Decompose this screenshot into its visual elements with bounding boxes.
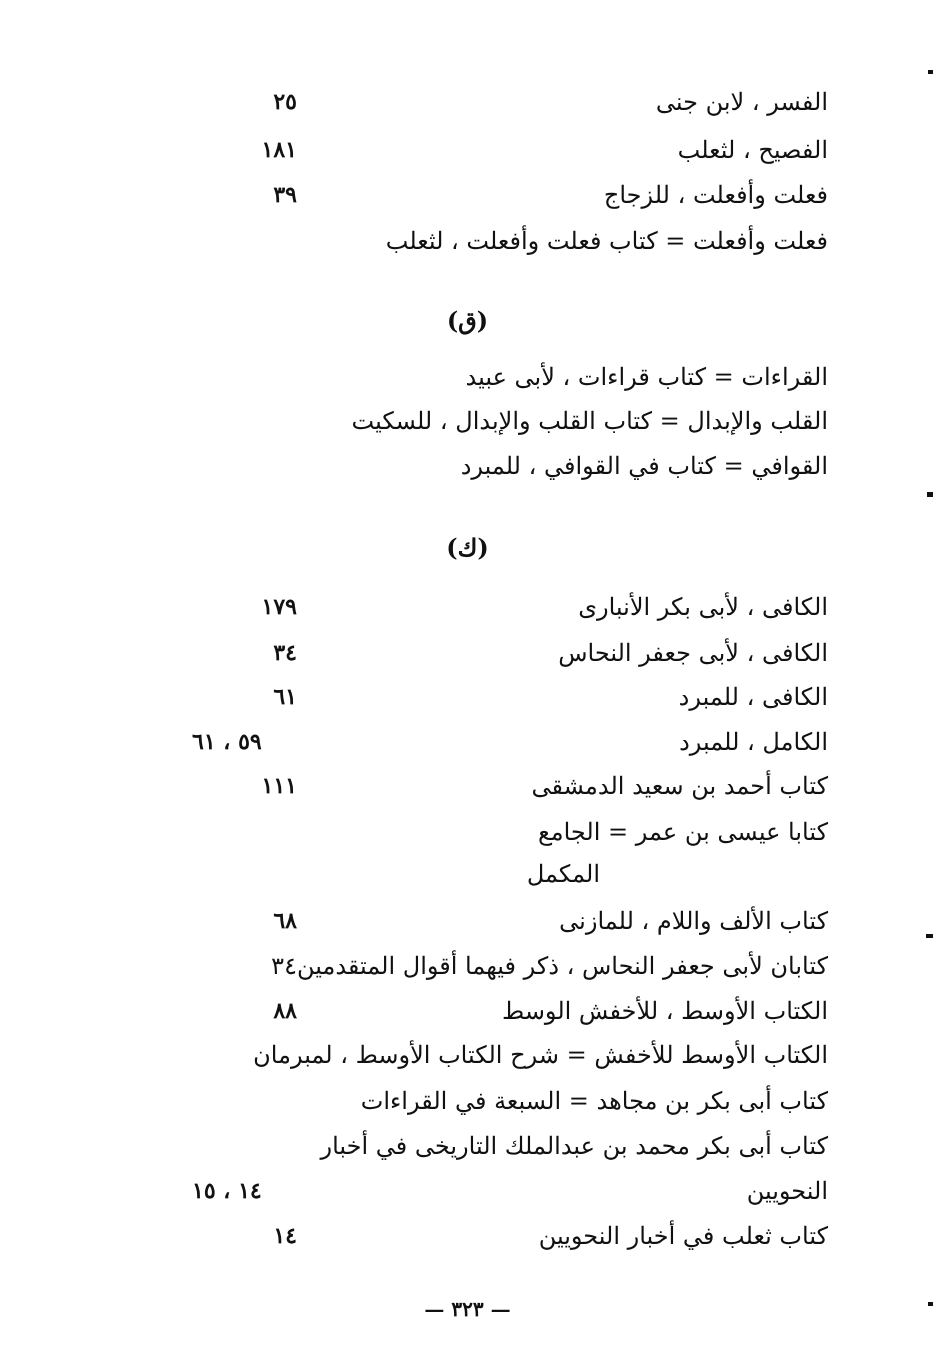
index-entry-continuation: النحويين	[746, 1177, 828, 1205]
index-entry: الكافى ، لأبى جعفر النحاس	[558, 639, 828, 667]
page-ref: ١٤	[273, 1223, 297, 1249]
index-entry: الكافى ، للمبرد	[678, 683, 828, 711]
index-entry: الفصيح ، لثعلب	[677, 136, 828, 164]
page-ref: ٨٨	[273, 998, 297, 1024]
page-ref: ١٤ ، ١٥	[192, 1178, 262, 1204]
index-entry: كتابان لأبى جعفر النحاس ، ذكر فيهما أقوال المتقدمين٣٤	[271, 952, 828, 980]
index-entry: القلب والإبدال = كتاب القلب والإبدال ، للسكيت	[351, 407, 828, 435]
section-heading-qaf: (ق)	[446, 306, 489, 335]
index-entry: القراءات = كتاب قراءات ، لأبى عبيد	[465, 363, 828, 391]
index-entry: كتاب أبى بكر محمد بن عبدالملك التاريخى في أخبار	[320, 1132, 828, 1160]
page-ref: ٣٤	[273, 640, 297, 666]
index-entry: الكتاب الأوسط للأخفش = شرح الكتاب الأوسط ، لمبرمان	[253, 1041, 828, 1069]
page-ref: ٥٩ ، ٦١	[192, 729, 262, 755]
index-entry: القوافي = كتاب في القوافي ، للمبرد	[460, 452, 828, 480]
index-entry: الكتاب الأوسط ، للأخفش الوسط	[502, 997, 828, 1025]
section-heading-kaf: (ك)	[446, 533, 489, 562]
index-entry: كتاب أحمد بن سعيد الدمشقى	[531, 772, 828, 800]
index-entry: فعلت وأفعلت = كتاب فعلت وأفعلت ، لثعلب	[385, 227, 828, 255]
scan-mark	[928, 70, 933, 74]
index-entry-continuation: المكمل	[526, 860, 600, 888]
index-entry: كتاب أبى بكر بن مجاهد = السبعة في القراءات	[360, 1087, 828, 1115]
scan-mark	[927, 492, 933, 497]
page-ref: ١٧٩	[261, 594, 297, 620]
scan-mark	[928, 1302, 933, 1306]
index-entry: فعلت وأفعلت ، للزجاج	[603, 181, 828, 209]
index-entry: كتابا عيسى بن عمر = الجامع	[537, 818, 828, 846]
page-ref: ٢٥	[273, 89, 297, 115]
index-entry: الفسر ، لابن جنى	[655, 88, 828, 116]
page-ref: ٣٩	[273, 182, 297, 208]
index-entry: الكافى ، لأبى بكر الأنبارى	[578, 593, 828, 621]
scan-mark	[926, 934, 933, 938]
page-ref: ١٨١	[261, 137, 297, 163]
page-ref: ٦٨	[273, 908, 297, 934]
index-entry: كتاب الألف واللام ، للمازنى	[559, 907, 828, 935]
index-entry: كتاب ثعلب في أخبار النحويين	[538, 1222, 828, 1250]
page-number: — ٣٢٣ —	[424, 1297, 511, 1321]
page-ref: ٦١	[273, 684, 297, 710]
index-entry: الكامل ، للمبرد	[679, 728, 828, 756]
page-ref: ١١١	[261, 773, 297, 799]
